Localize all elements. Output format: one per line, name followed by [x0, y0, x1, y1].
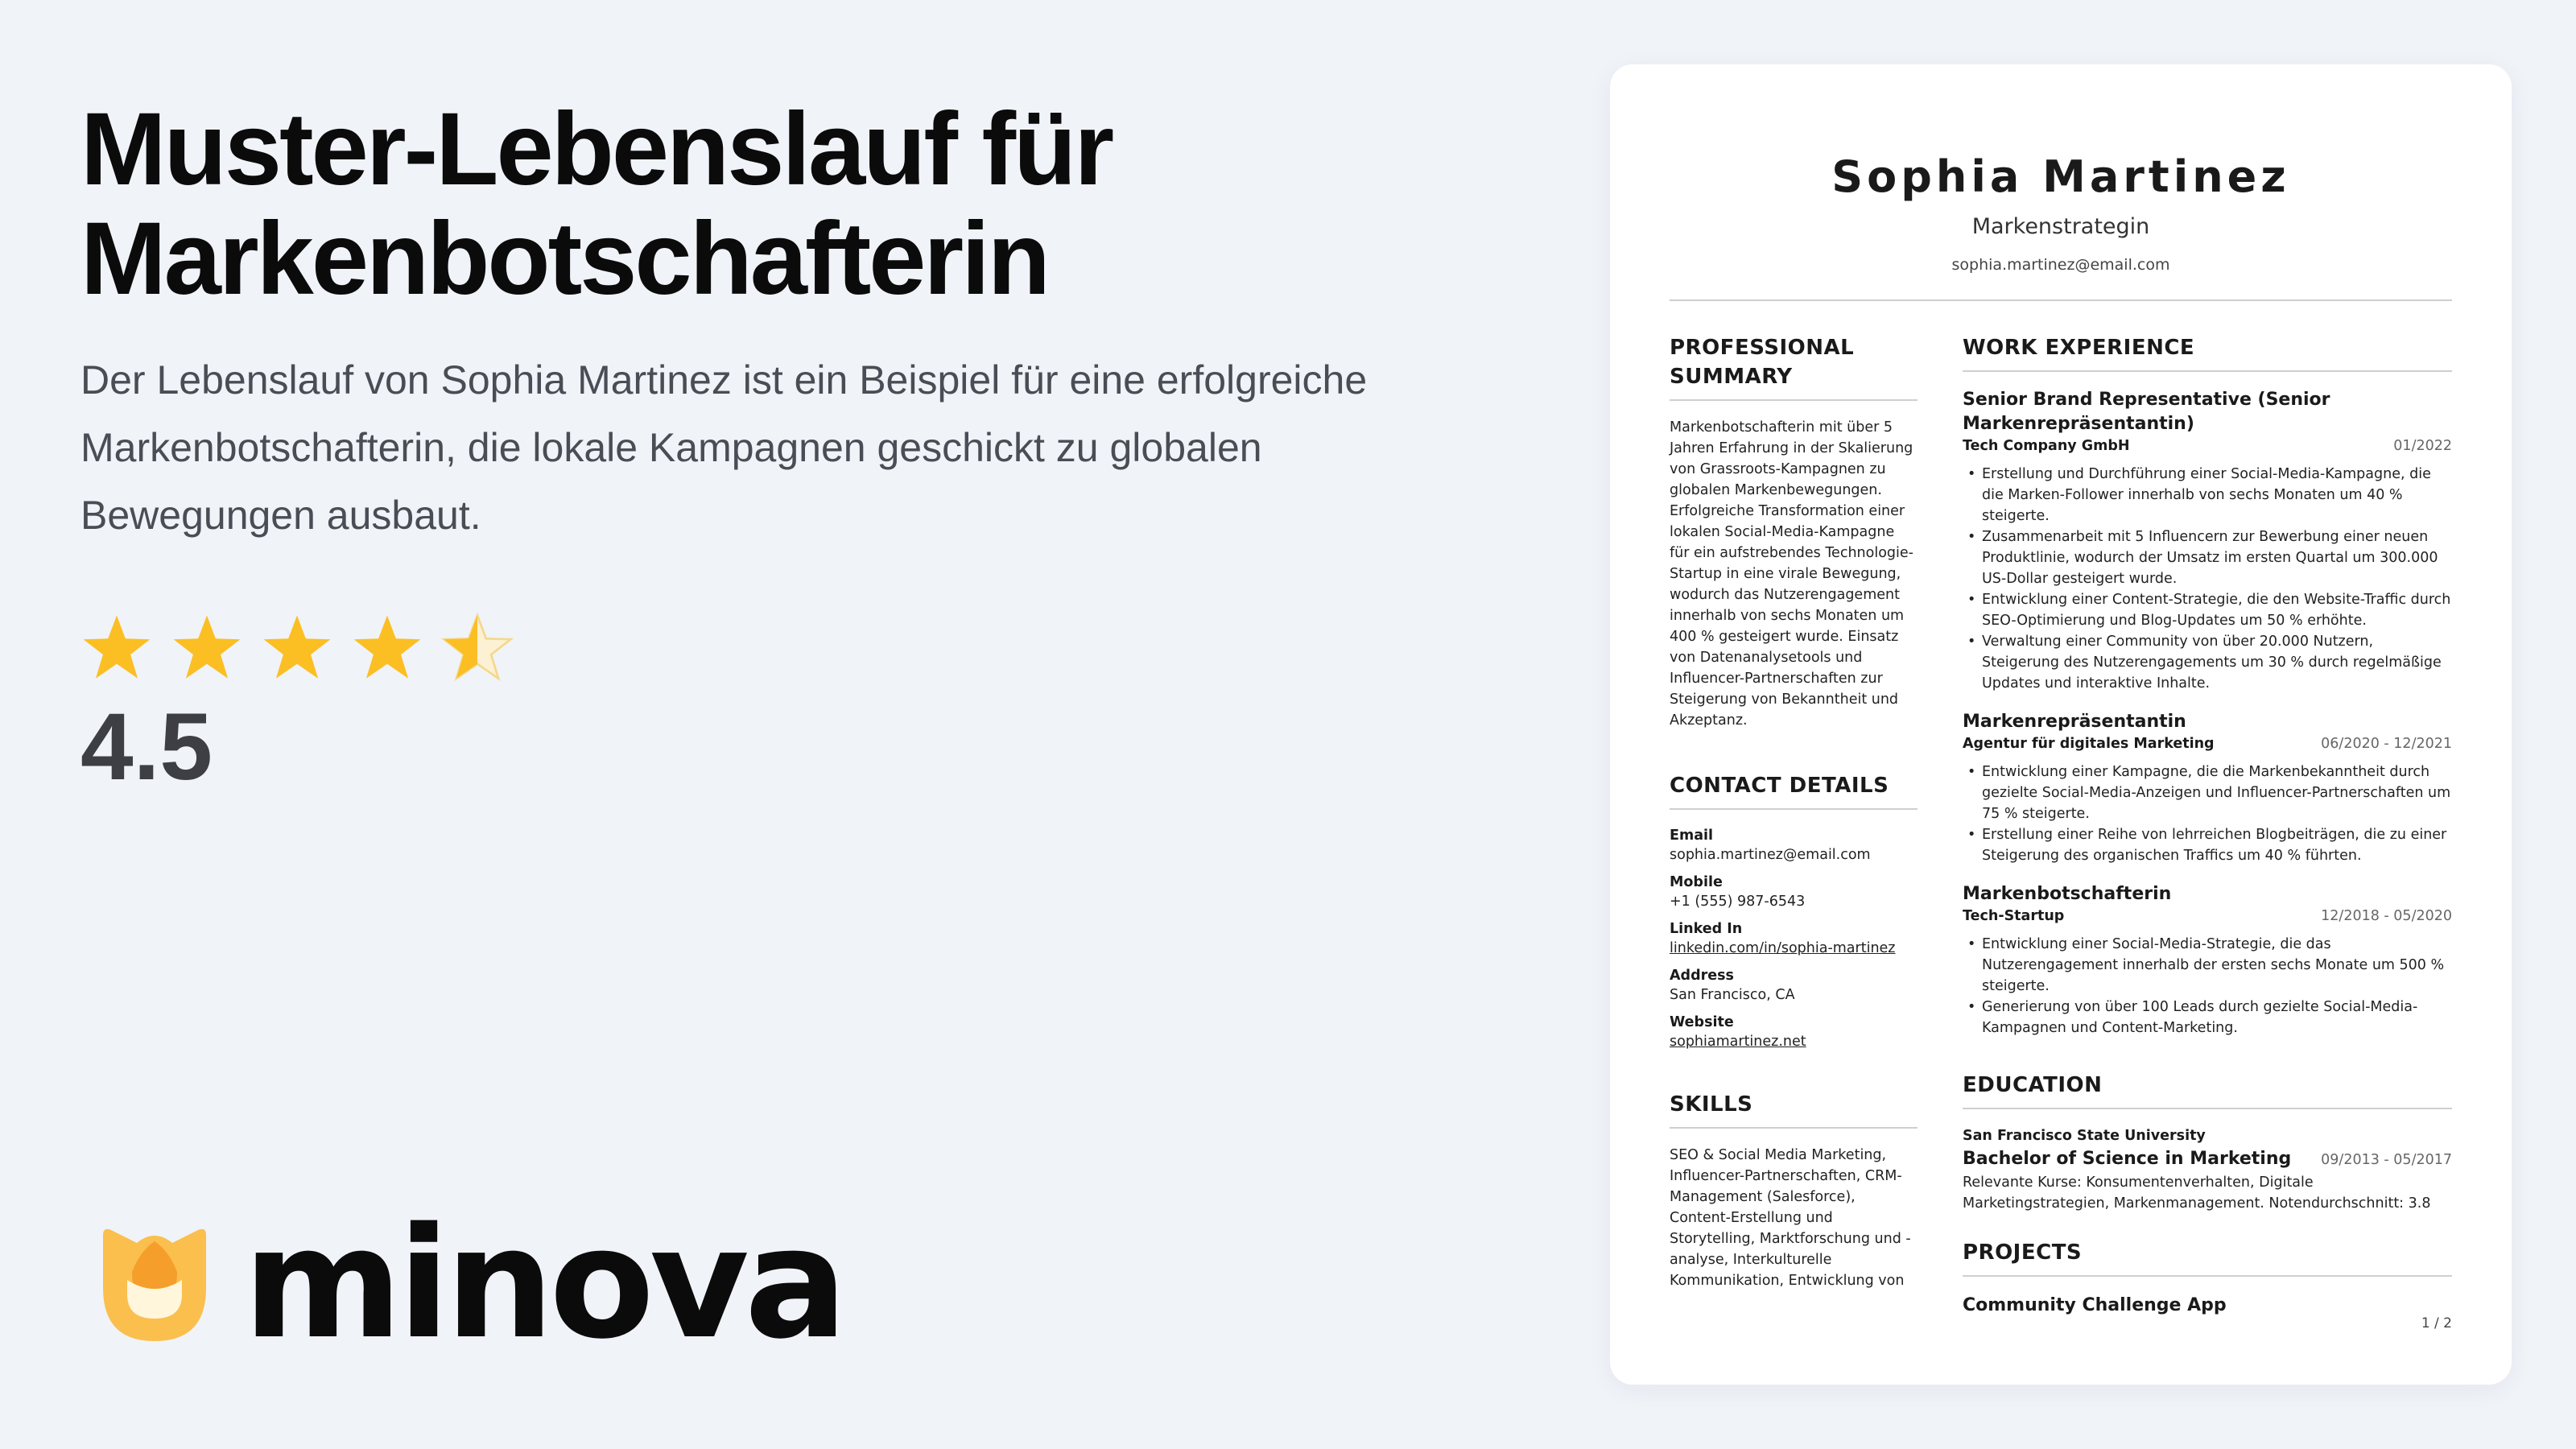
resume-role: Markenstrategin [1971, 214, 2150, 239]
job-title: Markenrepräsentantin [1963, 712, 2186, 732]
contact-website [1670, 1013, 1918, 1051]
star-full-icon [171, 612, 243, 684]
intro-paragraph: Der Lebenslauf von Sophia Martinez ist ein Beispiel für eine erfolgreiche Markenbotschafterin, die lokale Kampagnen geschickt zu globalen Bewegungen ausbaut. [80, 357, 1368, 538]
tulip-logo-icon [95, 1224, 214, 1344]
brand-wordmark: minova [243, 1195, 843, 1373]
website-link[interactable]: sophiamartinez.net [1670, 1034, 1806, 1050]
minova-logo [95, 1195, 843, 1373]
experience-heading: WORK EXPERIENCE [1963, 333, 2452, 372]
page-headline [80, 92, 1449, 316]
edu-date: 09/2013 - 05/2017 [2321, 1152, 2452, 1168]
star-half-icon [441, 612, 514, 684]
skills-heading: SKILLS [1670, 1090, 1918, 1129]
skills-text: SEO & Social Media Marketing, Influencer-Partnerschaften, CRM-Management (Salesforce), Content-Erstellung und Storytelling, Marktforschung und -analyse, Interkulturelle Kommunikation, Entwicklung von [1670, 1147, 1911, 1289]
job-title: Markenbotschafterin [1963, 884, 2172, 904]
job-entry [1963, 882, 2452, 1038]
headline-line-1: Muster-Lebenslauf für [80, 92, 1113, 207]
job-company: Tech Company GmbH [1963, 438, 2130, 454]
resume-preview [1610, 64, 2512, 1385]
project-item: Community Challenge App [1963, 1295, 2227, 1315]
job-bullet: • Entwicklung einer Social-Media-Strategie, die das Nutzerengagement innerhalb der ersten sechs Monate um 500 % steigerte. [1963, 934, 2452, 997]
projects-heading: PROJECTS [1963, 1238, 2452, 1277]
star-full-icon [261, 612, 333, 684]
job-date: 06/2020 - 12/2021 [2321, 736, 2452, 752]
star-rating [80, 612, 514, 684]
experience-list [1963, 388, 2452, 1038]
contact-email [1670, 826, 1918, 865]
edu-degree: Bachelor of Science in Marketing [1963, 1149, 2292, 1169]
contact-address [1670, 966, 1918, 1005]
contact-heading: CONTACT DETAILS [1670, 771, 1918, 810]
contact-value: sophia.martinez@email.com [1670, 847, 1871, 863]
header-divider [1670, 299, 2452, 301]
edu-school: San Francisco State University [1963, 1128, 2206, 1144]
resume-right-column [1963, 333, 2452, 1319]
linkedin-link[interactable]: linkedin.com/in/sophia-martinez [1670, 940, 1896, 956]
star-full-icon [80, 612, 153, 684]
job-bullet: • Generierung von über 100 Leads durch gezielte Social-Media-Kampagnen und Content-Marketing. [1963, 997, 2452, 1038]
resume-left-column [1670, 333, 1918, 1291]
contact-label: Linked In [1670, 921, 1743, 937]
job-bullet: • Zusammenarbeit mit 5 Influencern zur Bewerbung einer neuen Produktlinie, wodurch der Umsatz im ersten Quartal um 300.000 US-Dollar gesteigert wurde. [1963, 526, 2452, 589]
headline-line-2: Markenbotschafterin [80, 201, 1048, 316]
job-title: Senior Brand Representative (Senior Markenrepräsentantin) [1963, 390, 2330, 434]
contact-linkedin [1670, 919, 1918, 958]
job-entry [1963, 388, 2452, 694]
star-full-icon [351, 612, 423, 684]
resume-email-header: sophia.martinez@email.com [1951, 256, 2170, 274]
job-bullet: • Verwaltung einer Community von über 20.000 Nutzern, Steigerung des Nutzerengagements um 30 % durch regelmäßige Updates und interaktive Inhalte. [1963, 631, 2452, 694]
contact-mobile [1670, 873, 1918, 911]
job-bullet: • Erstellung einer Reihe von lehrreichen Blogbeiträgen, die zu einer Steigerung des organischen Traffics um 40 % führten. [1963, 824, 2452, 866]
contact-label: Email [1670, 828, 1713, 844]
job-entry [1963, 710, 2452, 866]
contact-label: Website [1670, 1014, 1734, 1030]
education-entry [1963, 1125, 2452, 1214]
contact-label: Address [1670, 968, 1734, 984]
contact-value: San Francisco, CA [1670, 987, 1795, 1003]
job-bullets [1963, 934, 2452, 1038]
contact-value: +1 (555) 987-6543 [1670, 894, 1806, 910]
contact-label: Mobile [1670, 874, 1723, 890]
job-date: 12/2018 - 05/2020 [2321, 908, 2452, 924]
job-bullet: • Entwicklung einer Kampagne, die die Markenbekanntheit durch gezielte Social-Media-Anzeigen und Influencer-Partnerschaften um 75 % steigerte. [1963, 762, 2452, 824]
job-company: Tech-Startup [1963, 908, 2065, 924]
rating-value: 4.5 [80, 694, 213, 800]
summary-heading: PROFESSIONAL SUMMARY [1670, 333, 1918, 401]
job-bullet: • Entwicklung einer Content-Strategie, die den Website-Traffic durch SEO-Optimierung und Blog-Updates um 50 % erhöhte. [1963, 589, 2452, 631]
job-company: Agentur für digitales Marketing [1963, 736, 2215, 752]
edu-details: Relevante Kurse: Konsumentenverhalten, Digitale Marketingstrategien, Markenmanagement. Notendurchschnitt: 3.8 [1963, 1174, 2431, 1212]
job-date: 01/2022 [2393, 438, 2452, 454]
contact-list [1670, 826, 1918, 1051]
page-number: 1 / 2 [2421, 1315, 2452, 1331]
summary-text: Markenbotschafterin mit über 5 Jahren Erfahrung in der Skalierung von Grassroots-Kampagnen zu globalen Markenbewegungen. Erfolgreiche Transformation einer lokalen Social-Media-Kampagne für ein aufstrebendes Technologie-Startup in eine virale Bewegung, wodurch das Nutzerengagement innerhalb von sechs Monaten um 400 % gesteigert wurde. Einsatz von Datenanalysetools und Influencer-Partnerschaften zur Steigerung von Bekanntheit und Akzeptanz. [1670, 419, 1913, 729]
job-bullets [1963, 464, 2452, 694]
job-bullets [1963, 762, 2452, 866]
resume-name: Sophia Martinez [1831, 151, 2290, 202]
job-bullet: • Erstellung und Durchführung einer Social-Media-Kampagne, die die Marken-Follower innerhalb von sechs Monaten um 40 % steigerte. [1963, 464, 2452, 526]
education-heading: EDUCATION [1963, 1071, 2452, 1109]
